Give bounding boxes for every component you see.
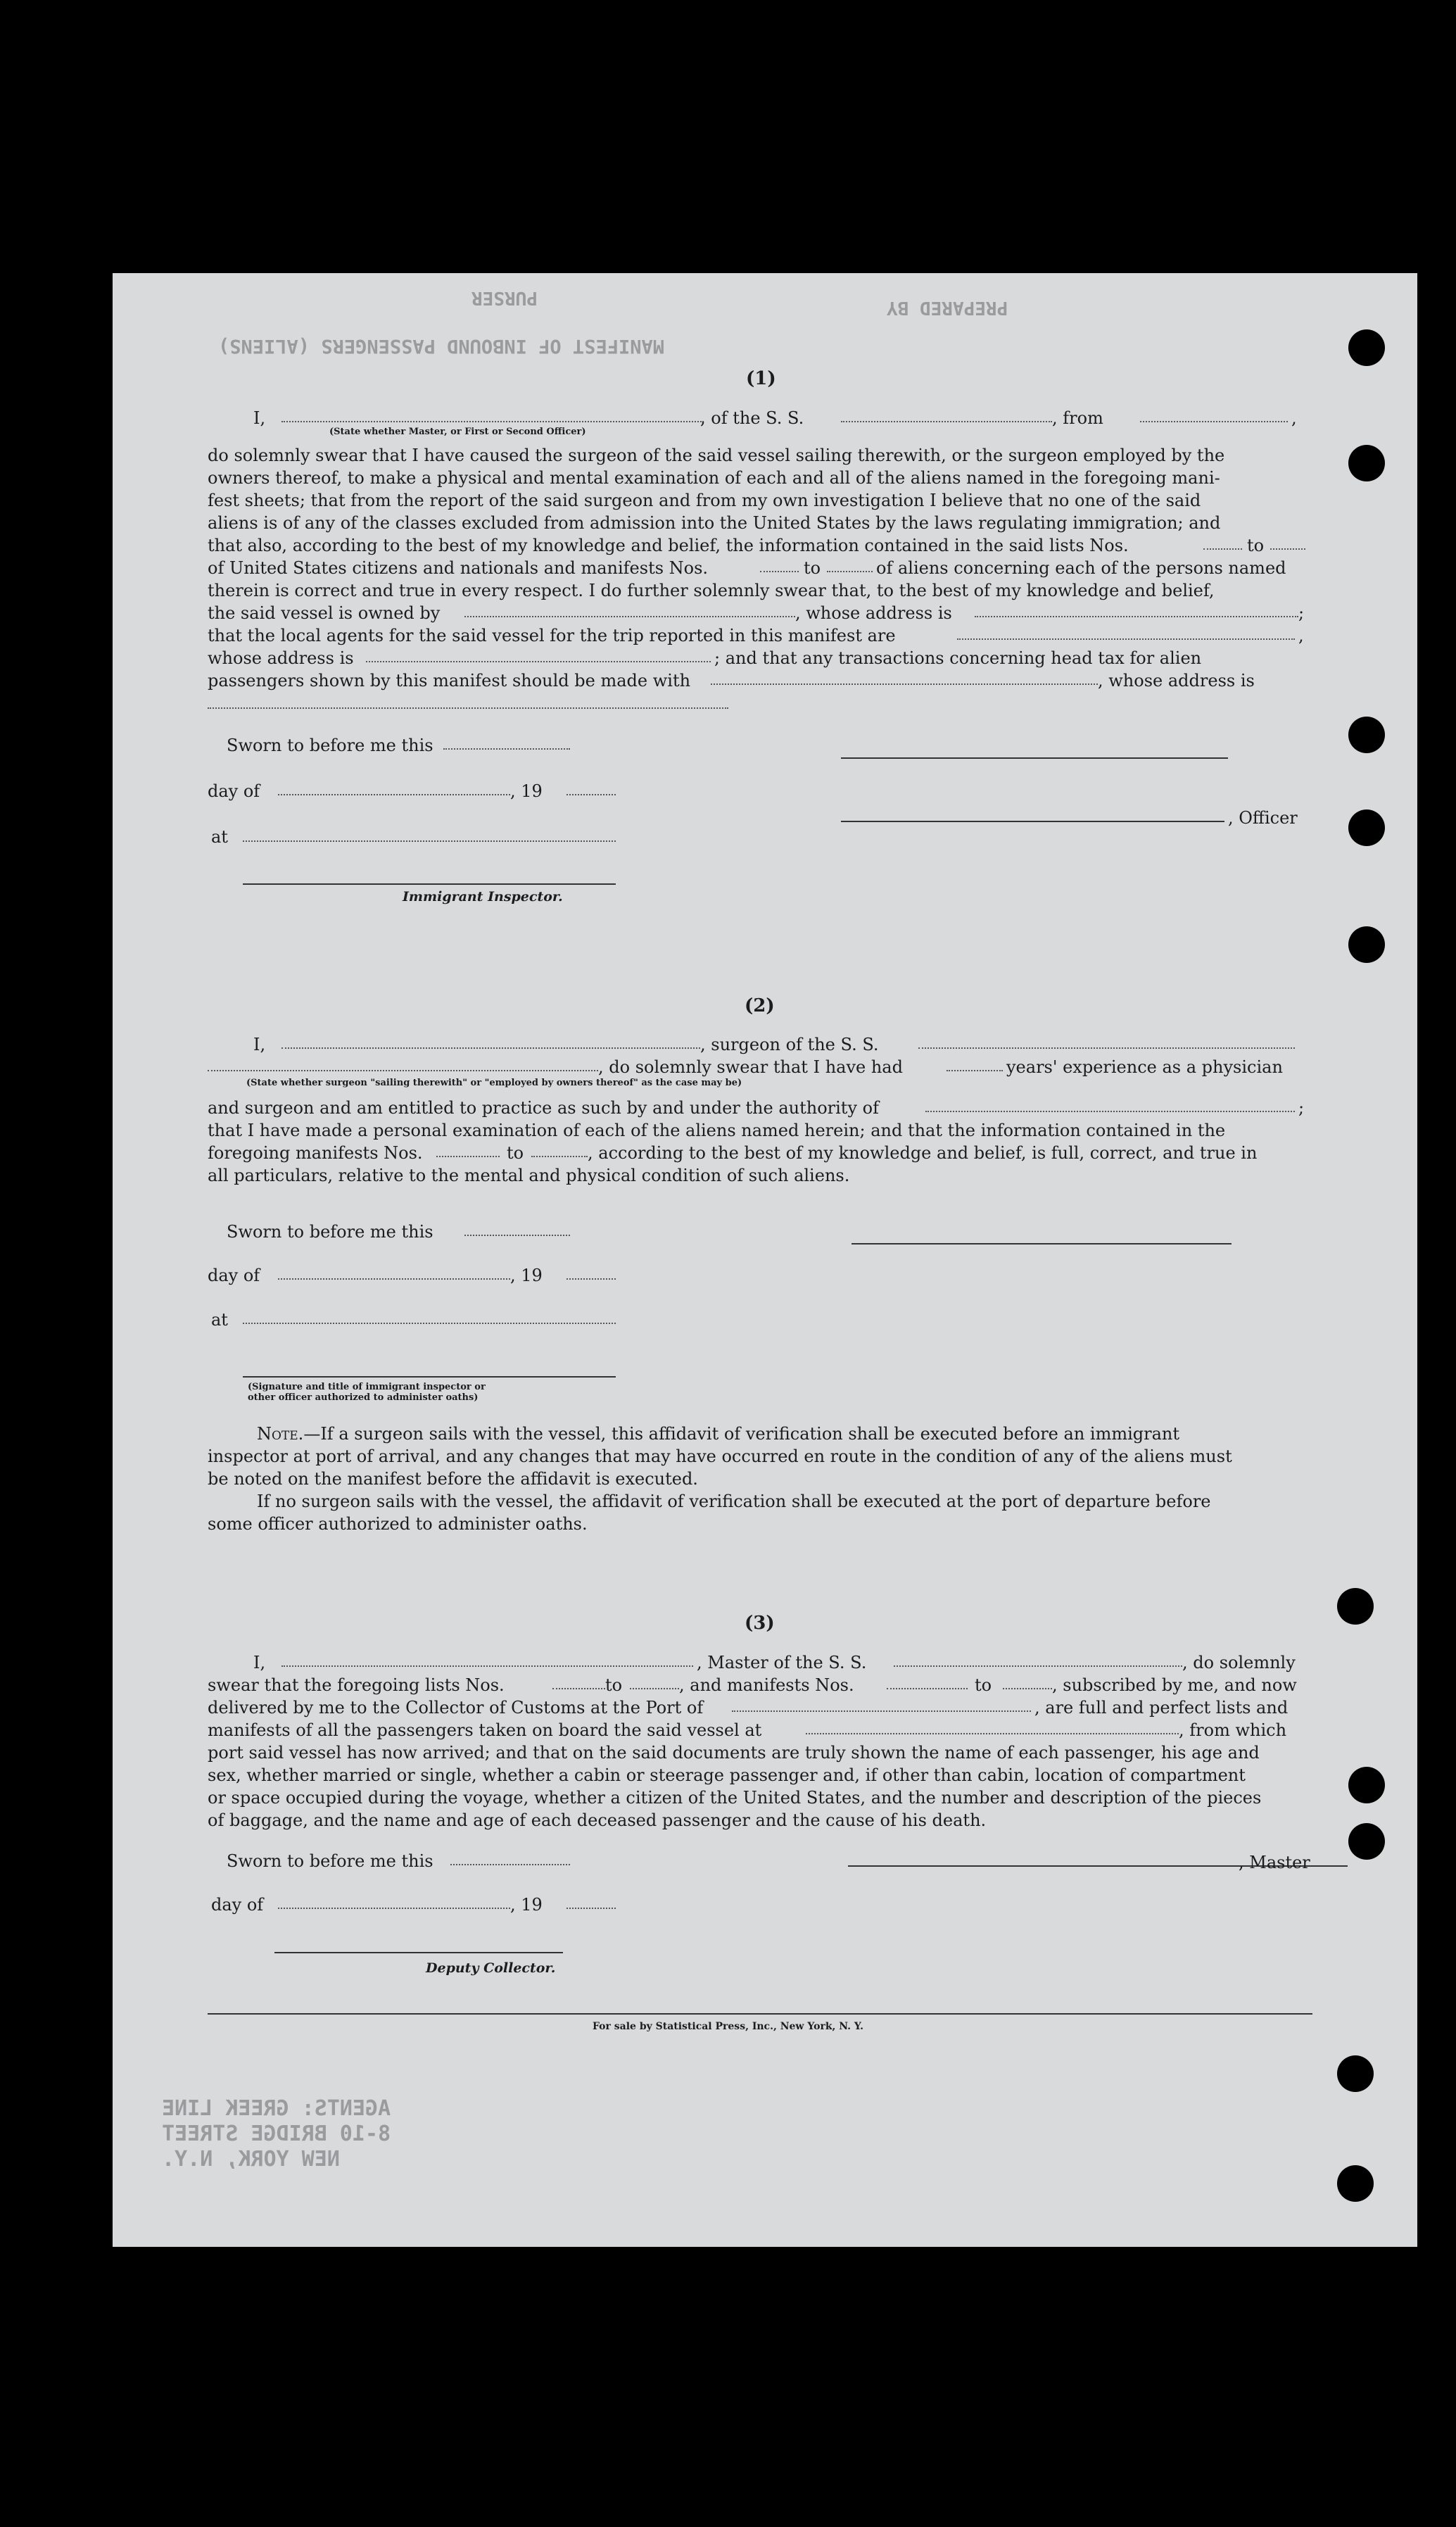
s1-body-9: that the local agents for the said vessel for the trip reported in this manifest are (208, 626, 896, 645)
s1-at-label: at (211, 827, 228, 847)
s3-year-label: , 19 (510, 1895, 543, 1915)
s2-surgeon-of-label: , surgeon of the S. S. (700, 1035, 879, 1054)
section1-heading: (1) (746, 368, 776, 389)
s2-month-field[interactable] (278, 1278, 510, 1280)
s2-signature-line[interactable] (852, 1243, 1232, 1244)
s2-vessel-field[interactable] (918, 1047, 1295, 1049)
agent-stamp-line-2: 8-10 BRIDGE STREET (162, 2122, 391, 2146)
agent-stamp (162, 2096, 556, 2172)
s1-day-of-label: day of (208, 781, 260, 801)
s3-master-label: , Master (1239, 1853, 1310, 1872)
s1-aliens-tail: of aliens concerning each of the persons named (876, 558, 1286, 578)
s1-lists-from-field[interactable] (1203, 548, 1242, 550)
s2-at-place-field[interactable] (243, 1323, 616, 1324)
s1-year-label: , 19 (510, 781, 543, 801)
s2-at-label: at (211, 1310, 228, 1330)
s2-sailing-status-field[interactable] (208, 1070, 598, 1071)
s1-semicolon-1: ; (1298, 603, 1305, 623)
s1-whose-address-2: , whose address is (1098, 671, 1255, 691)
s2-line-2: that I have made a personal examination of each of the aliens named herein; and that the information contained in the (208, 1121, 1226, 1140)
s3-line-3a: delivered by me to the Collector of Customs at the Port of (208, 1698, 704, 1718)
punch-hole-7 (1348, 1767, 1385, 1803)
s2-to-label: to (507, 1143, 524, 1163)
s2-authority-field[interactable] (925, 1111, 1295, 1112)
s3-lists-from-field[interactable] (552, 1688, 605, 1689)
s3-line-4b: , from which (1179, 1720, 1287, 1740)
s3-i-label: I, (253, 1653, 266, 1672)
s2-manifest-from-field[interactable] (436, 1156, 500, 1157)
footer-rule (208, 2013, 1312, 2015)
s1-sworn-day-field[interactable] (443, 748, 570, 750)
show-through-header: MANIFEST OF INBOUND PASSENGERS (ALIENS) (218, 335, 664, 357)
s1-body-11: passengers shown by this manifest should be made with (208, 671, 691, 691)
s1-manifests-to-field[interactable] (827, 571, 873, 572)
s1-inspector-line[interactable] (243, 883, 616, 885)
s2-sworn-day-field[interactable] (464, 1235, 570, 1236)
s1-officer-name-field[interactable] (281, 421, 704, 422)
s1-to-1: to (1247, 536, 1265, 555)
s3-master-of-label: , Master of the S. S. (697, 1653, 867, 1672)
s2-day-of-label: day of (208, 1266, 260, 1285)
s2-line-1: and surgeon and am entitled to practice as such by and under the authority of (208, 1098, 879, 1118)
punch-hole-10 (1337, 2165, 1374, 2202)
s1-from-label: , from (1052, 408, 1103, 428)
s1-at-place-field[interactable] (243, 840, 616, 842)
manifest-page (113, 273, 1417, 2247)
s3-do-solemnly: , do solemnly (1182, 1653, 1296, 1672)
s1-body-5: that also, according to the best of my knowledge and belief, the information contained in the said lists Nos. (208, 536, 1129, 555)
s2-sig-caption-1: (Signature and title of immigrant inspector or (248, 1382, 486, 1392)
s3-sworn-label: Sworn to before me this (227, 1851, 433, 1871)
s1-body-1: do solemnly swear that I have caused the surgeon of the said vessel sailing therewith, or the surgeon employed by the (208, 446, 1225, 465)
section3-heading: (3) (745, 1613, 775, 1634)
section2-heading: (2) (745, 995, 775, 1016)
s2-surgeon-name-field[interactable] (281, 1047, 700, 1049)
punch-hole-1 (1348, 329, 1385, 366)
s2-line-4: all particulars, relative to the mental and physical condition of such aliens. (208, 1166, 850, 1185)
s2-note-line-2: inspector at port of arrival, and any changes that may have occurred en route in the condition of any of the aliens must (208, 1447, 1232, 1466)
s1-body-3: fest sheets; that from the report of the said surgeon and from my own investigation I believe that no one of the said (208, 491, 1201, 510)
s3-to-2: to (975, 1675, 992, 1695)
s3-port-field[interactable] (732, 1710, 1031, 1712)
s2-line-3c: , according to the best of my knowledge and belief, is full, correct, and true in (588, 1143, 1258, 1163)
s3-body-2: sex, whether married or single, whether a cabin or steerage passenger and, if other than cabin, location of compartment (208, 1765, 1246, 1785)
s1-of-ss-label: , of the S. S. (700, 408, 804, 428)
s2-note-line-5: some officer authorized to administer oaths. (208, 1514, 588, 1534)
s1-body-10: whose address is (208, 648, 354, 668)
s2-note-line-3: be noted on the manifest before the affidavit is executed. (208, 1469, 698, 1489)
punch-hole-6 (1337, 1588, 1374, 1625)
show-through-purser: PURSER (471, 287, 538, 308)
s3-departure-port-field[interactable] (806, 1733, 1179, 1734)
s1-body-7: therein is correct and true in every respect. I do further solemnly swear that, to the best of my knowledge and belief, (208, 581, 1215, 600)
note-label: Note. (257, 1424, 304, 1444)
s3-line-3b: , are full and perfect lists and (1034, 1698, 1289, 1718)
s1-vessel-name-field[interactable] (841, 421, 1052, 422)
s1-body-6: of United States citizens and nationals and manifests Nos. (208, 558, 709, 578)
s2-caption: (State whether surgeon "sailing therewith" or "employed by owners thereof" as the case may be) (246, 1078, 742, 1088)
s1-comma-2: , (1298, 626, 1304, 645)
s3-sworn-day-field[interactable] (450, 1864, 570, 1865)
show-through-prepared: PREPARED BY (887, 297, 1008, 318)
s3-to-1: to (605, 1675, 623, 1695)
punch-hole-5 (1348, 926, 1385, 963)
s3-master-name-field[interactable] (281, 1665, 693, 1667)
s1-from-port-field[interactable] (1140, 421, 1288, 422)
s3-body-3: or space occupied during the voyage, whether a citizen of the United States, and the number and description of the pieces (208, 1788, 1262, 1808)
s1-sworn-label: Sworn to before me this (227, 736, 433, 755)
s3-deputy-line[interactable] (274, 1952, 563, 1953)
s2-year-field[interactable] (566, 1278, 616, 1280)
s1-comma: , (1291, 408, 1297, 428)
s3-line-2c: , and manifests Nos. (679, 1675, 854, 1695)
s1-body-2: owners thereof, to make a physical and mental examination of each and all of the aliens named in the foregoing mani- (208, 468, 1220, 488)
note-text-1a: —If a surgeon sails with the vessel, this affidavit of verification shall be executed before an immigrant (303, 1424, 1180, 1444)
s2-line-3a: foregoing manifests Nos. (208, 1143, 423, 1163)
s3-body-1: port said vessel has now arrived; and that on the said documents are truly shown the name of each passenger, his age and (208, 1743, 1260, 1763)
punch-hole-4 (1348, 809, 1385, 846)
s3-month-field[interactable] (278, 1908, 510, 1909)
s1-body-8: the said vessel is owned by (208, 603, 441, 623)
s2-inspector-line[interactable] (243, 1376, 616, 1378)
s3-lists-to-field[interactable] (630, 1688, 679, 1689)
s1-agents-field[interactable] (957, 638, 1295, 640)
agent-stamp-line-3: NEW YORK, N.Y. (162, 2147, 340, 2172)
s2-sworn-label: Sworn to before me this (227, 1222, 433, 1242)
s1-year-field[interactable] (566, 794, 616, 795)
punch-hole-3 (1348, 717, 1385, 753)
s3-line-2e: , subscribed by me, and now (1052, 1675, 1297, 1695)
s1-head-tax-address-field[interactable] (208, 707, 728, 709)
s2-sig-caption-2: other officer authorized to administer oaths) (248, 1392, 479, 1403)
s2-manifest-to-field[interactable] (531, 1156, 588, 1157)
s1-signature-line[interactable] (841, 757, 1228, 759)
s1-officer-line[interactable] (841, 821, 1224, 822)
s1-body-4: aliens is of any of the classes excluded from admission into the United States by the laws regulating immigration; and (208, 513, 1221, 533)
s3-line-2a: swear that the foregoing lists Nos. (208, 1675, 505, 1695)
s1-i-label: I, (253, 408, 266, 428)
s3-line-4a: manifests of all the passengers taken on board the said vessel at (208, 1720, 762, 1740)
punch-hole-2 (1348, 445, 1385, 481)
s2-solemnly: , do solemnly swear that I have had (598, 1057, 903, 1077)
s3-manifests-from-field[interactable] (887, 1688, 968, 1689)
s1-head-tax-party-field[interactable] (711, 683, 1098, 685)
s2-years-label: years' experience as a physician (1006, 1057, 1283, 1077)
s3-year-field[interactable] (566, 1908, 616, 1909)
s1-manifests-from-field[interactable] (760, 571, 799, 572)
s2-semicolon: ; (1298, 1098, 1305, 1118)
s1-agents-address-field[interactable] (366, 661, 711, 662)
agent-stamp-line-1: AGENTS: GREEK LINE (162, 2096, 391, 2121)
s3-day-of-label: day of (211, 1895, 264, 1915)
s2-years-field[interactable] (947, 1070, 1003, 1071)
s1-to-2: to (804, 558, 821, 578)
s1-lists-to-field[interactable] (1270, 548, 1305, 550)
s2-year-label: , 19 (510, 1266, 543, 1285)
s3-vessel-field[interactable] (894, 1665, 1182, 1667)
s1-owner-address-field[interactable] (975, 616, 1298, 617)
footer-imprint: For sale by Statistical Press, Inc., New York, N. Y. (593, 2021, 863, 2032)
s1-whose-address-1: , whose address is (795, 603, 952, 623)
punch-hole-9 (1337, 2055, 1374, 2092)
s3-manifests-to-field[interactable] (1003, 1688, 1052, 1689)
s1-head-tax: ; and that any transactions concerning head tax for alien (714, 648, 1202, 668)
s2-i-label: I, (253, 1035, 266, 1054)
s1-month-field[interactable] (278, 794, 510, 795)
s3-deputy-caption: Deputy Collector. (426, 1960, 556, 1976)
s1-caption: (State whether Master, or First or Second Officer) (329, 427, 586, 437)
s1-inspector-caption: Immigrant Inspector. (403, 889, 563, 905)
s1-owner-field[interactable] (464, 616, 795, 617)
punch-hole-8 (1348, 1823, 1385, 1860)
s2-note-line-4: If no surgeon sails with the vessel, the affidavit of verification shall be executed at the port of departure before (257, 1492, 1211, 1511)
s1-officer-label: , Officer (1228, 808, 1298, 828)
s3-body-4: of baggage, and the name and age of each deceased passenger and the cause of his death. (208, 1810, 987, 1830)
s2-note-line-1 (257, 1423, 1179, 1445)
